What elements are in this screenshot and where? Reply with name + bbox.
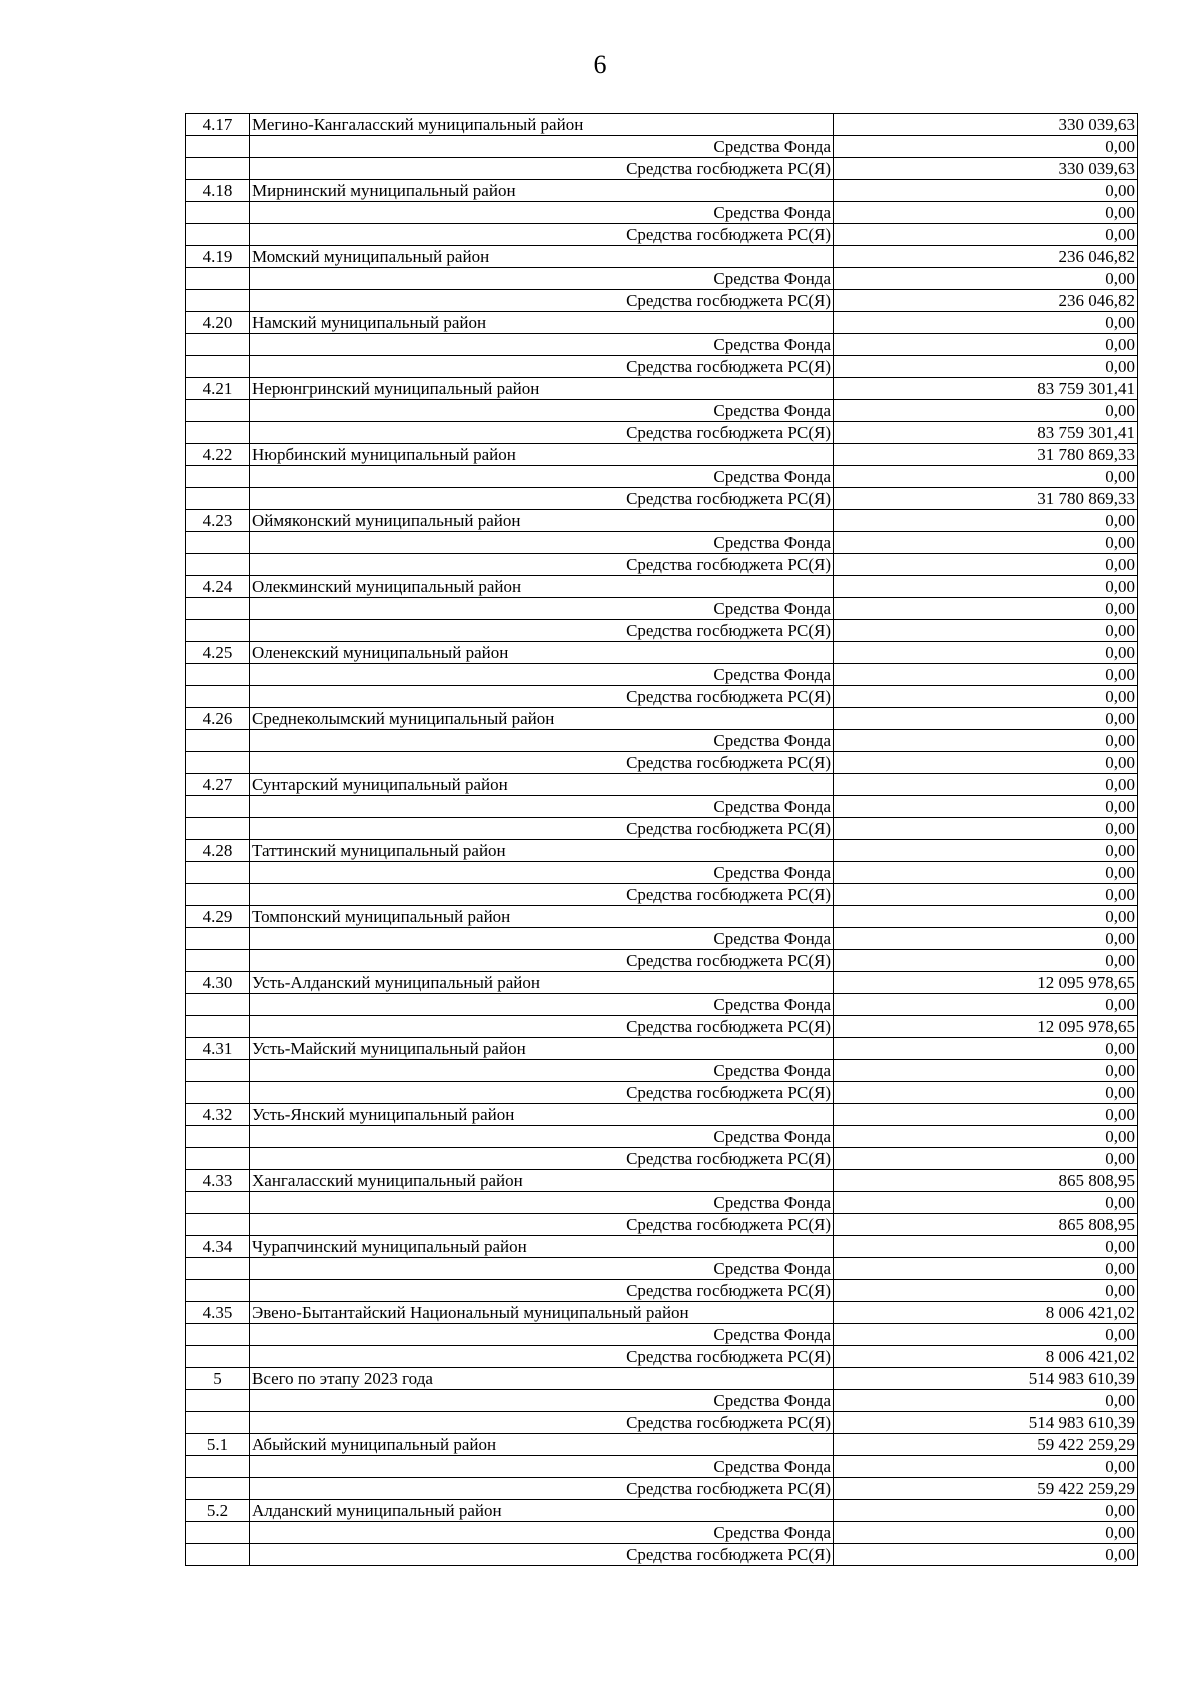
total-amount: 59 422 259,29 xyxy=(834,1434,1138,1456)
district-name: Усть-Янский муниципальный район xyxy=(250,1104,834,1126)
table-row xyxy=(186,510,1138,532)
budget-amount: 0,00 xyxy=(834,950,1138,972)
district-name: Мирнинский муниципальный район xyxy=(250,180,834,202)
row-number: 4.26 xyxy=(186,708,250,730)
table-row xyxy=(186,180,1138,202)
source-label-fund: Средства Фонда xyxy=(250,532,834,554)
fund-amount: 0,00 xyxy=(834,1192,1138,1214)
row-number-empty xyxy=(186,1522,250,1544)
table-subrow-fund xyxy=(186,664,1138,686)
budget-amount: 330 039,63 xyxy=(834,158,1138,180)
page-number: 6 xyxy=(593,50,607,79)
row-number-empty xyxy=(186,136,250,158)
source-label-fund: Средства Фонда xyxy=(250,400,834,422)
row-number-empty xyxy=(186,1456,250,1478)
total-amount: 83 759 301,41 xyxy=(834,378,1138,400)
table-subrow-budget xyxy=(186,290,1138,312)
row-number-empty xyxy=(186,686,250,708)
table-subrow-budget xyxy=(186,1544,1138,1566)
row-number: 5.1 xyxy=(186,1434,250,1456)
total-amount: 0,00 xyxy=(834,1236,1138,1258)
source-label-budget: Средства госбюджета РС(Я) xyxy=(250,1280,834,1302)
row-number: 4.32 xyxy=(186,1104,250,1126)
district-name: Алданский муниципальный район xyxy=(250,1500,834,1522)
table-subrow-budget xyxy=(186,488,1138,510)
row-number: 4.25 xyxy=(186,642,250,664)
total-amount: 12 095 978,65 xyxy=(834,972,1138,994)
row-number-empty xyxy=(186,1082,250,1104)
source-label-fund: Средства Фонда xyxy=(250,334,834,356)
table-subrow-fund xyxy=(186,796,1138,818)
table-subrow-fund xyxy=(186,994,1138,1016)
budget-amount: 59 422 259,29 xyxy=(834,1478,1138,1500)
source-label-budget: Средства госбюджета РС(Я) xyxy=(250,1544,834,1566)
row-number-empty xyxy=(186,1126,250,1148)
table-subrow-budget xyxy=(186,1082,1138,1104)
row-number-empty xyxy=(186,202,250,224)
table-row xyxy=(186,906,1138,928)
funding-table-body xyxy=(186,114,1138,1566)
source-label-budget: Средства госбюджета РС(Я) xyxy=(250,620,834,642)
source-label-budget: Средства госбюджета РС(Я) xyxy=(250,1214,834,1236)
table-subrow-budget xyxy=(186,1214,1138,1236)
table-subrow-budget xyxy=(186,686,1138,708)
source-label-fund: Средства Фонда xyxy=(250,1258,834,1280)
source-label-budget: Средства госбюджета РС(Я) xyxy=(250,1478,834,1500)
source-label-budget: Средства госбюджета РС(Я) xyxy=(250,950,834,972)
total-amount: 0,00 xyxy=(834,576,1138,598)
fund-amount: 0,00 xyxy=(834,1060,1138,1082)
row-number: 4.34 xyxy=(186,1236,250,1258)
district-name: Мегино-Кангаласский муниципальный район xyxy=(250,114,834,136)
source-label-fund: Средства Фонда xyxy=(250,862,834,884)
fund-amount: 0,00 xyxy=(834,466,1138,488)
row-number-empty xyxy=(186,1412,250,1434)
row-number: 4.33 xyxy=(186,1170,250,1192)
row-number-empty xyxy=(186,752,250,774)
row-number: 5 xyxy=(186,1368,250,1390)
total-amount: 31 780 869,33 xyxy=(834,444,1138,466)
row-number: 4.17 xyxy=(186,114,250,136)
district-name: Момский муниципальный район xyxy=(250,246,834,268)
row-number-empty xyxy=(186,884,250,906)
source-label-fund: Средства Фонда xyxy=(250,994,834,1016)
row-number-empty xyxy=(186,598,250,620)
table-row xyxy=(186,1500,1138,1522)
source-label-fund: Средства Фонда xyxy=(250,1126,834,1148)
table-subrow-budget xyxy=(186,818,1138,840)
row-number: 4.30 xyxy=(186,972,250,994)
source-label-budget: Средства госбюджета РС(Я) xyxy=(250,290,834,312)
table-subrow-budget xyxy=(186,422,1138,444)
budget-amount: 12 095 978,65 xyxy=(834,1016,1138,1038)
row-number-empty xyxy=(186,334,250,356)
budget-amount: 0,00 xyxy=(834,356,1138,378)
row-number: 4.28 xyxy=(186,840,250,862)
table-row xyxy=(186,840,1138,862)
table-subrow-fund xyxy=(186,1060,1138,1082)
district-name: Всего по этапу 2023 года xyxy=(250,1368,834,1390)
row-number-empty xyxy=(186,466,250,488)
source-label-fund: Средства Фонда xyxy=(250,466,834,488)
budget-amount: 31 780 869,33 xyxy=(834,488,1138,510)
fund-amount: 0,00 xyxy=(834,664,1138,686)
total-amount: 0,00 xyxy=(834,1104,1138,1126)
district-name: Чурапчинский муниципальный район xyxy=(250,1236,834,1258)
table-subrow-fund xyxy=(186,1522,1138,1544)
table-subrow-budget xyxy=(186,224,1138,246)
row-number-empty xyxy=(186,950,250,972)
budget-amount: 0,00 xyxy=(834,686,1138,708)
row-number: 4.29 xyxy=(186,906,250,928)
source-label-fund: Средства Фонда xyxy=(250,928,834,950)
table-subrow-budget xyxy=(186,158,1138,180)
district-name: Таттинский муниципальный район xyxy=(250,840,834,862)
table-subrow-fund xyxy=(186,928,1138,950)
row-number-empty xyxy=(186,1478,250,1500)
row-number-empty xyxy=(186,664,250,686)
budget-amount: 0,00 xyxy=(834,1082,1138,1104)
row-number-empty xyxy=(186,1346,250,1368)
fund-amount: 0,00 xyxy=(834,202,1138,224)
row-number-empty xyxy=(186,422,250,444)
total-amount: 330 039,63 xyxy=(834,114,1138,136)
table-subrow-budget xyxy=(186,950,1138,972)
row-number-empty xyxy=(186,1016,250,1038)
table-subrow-fund xyxy=(186,1126,1138,1148)
total-amount: 0,00 xyxy=(834,774,1138,796)
row-number-empty xyxy=(186,796,250,818)
row-number: 4.35 xyxy=(186,1302,250,1324)
district-name: Хангаласский муниципальный район xyxy=(250,1170,834,1192)
source-label-fund: Средства Фонда xyxy=(250,202,834,224)
table-row xyxy=(186,576,1138,598)
row-number-empty xyxy=(186,532,250,554)
row-number: 5.2 xyxy=(186,1500,250,1522)
row-number-empty xyxy=(186,818,250,840)
table-subrow-fund xyxy=(186,730,1138,752)
total-amount: 0,00 xyxy=(834,708,1138,730)
table-row xyxy=(186,708,1138,730)
table-row xyxy=(186,378,1138,400)
district-name: Намский муниципальный район xyxy=(250,312,834,334)
row-number-empty xyxy=(186,1390,250,1412)
row-number-empty xyxy=(186,1060,250,1082)
table-row xyxy=(186,444,1138,466)
source-label-budget: Средства госбюджета РС(Я) xyxy=(250,686,834,708)
budget-amount: 0,00 xyxy=(834,1544,1138,1566)
table-row xyxy=(186,972,1138,994)
source-label-budget: Средства госбюджета РС(Я) xyxy=(250,554,834,576)
fund-amount: 0,00 xyxy=(834,532,1138,554)
budget-amount: 8 006 421,02 xyxy=(834,1346,1138,1368)
fund-amount: 0,00 xyxy=(834,1324,1138,1346)
district-name: Томпонский муниципальный район xyxy=(250,906,834,928)
district-name: Усть-Майский муниципальный район xyxy=(250,1038,834,1060)
row-number-empty xyxy=(186,224,250,246)
row-number-empty xyxy=(186,1280,250,1302)
table-subrow-budget xyxy=(186,1478,1138,1500)
table-subrow-budget xyxy=(186,356,1138,378)
table-subrow-budget xyxy=(186,554,1138,576)
table-subrow-fund xyxy=(186,136,1138,158)
table-subrow-fund xyxy=(186,202,1138,224)
row-number-empty xyxy=(186,1258,250,1280)
source-label-budget: Средства госбюджета РС(Я) xyxy=(250,1346,834,1368)
source-label-fund: Средства Фонда xyxy=(250,268,834,290)
table-subrow-budget xyxy=(186,1148,1138,1170)
source-label-budget: Средства госбюджета РС(Я) xyxy=(250,224,834,246)
row-number-empty xyxy=(186,1544,250,1566)
row-number: 4.31 xyxy=(186,1038,250,1060)
row-number-empty xyxy=(186,488,250,510)
row-number: 4.27 xyxy=(186,774,250,796)
table-subrow-fund xyxy=(186,466,1138,488)
fund-amount: 0,00 xyxy=(834,928,1138,950)
fund-amount: 0,00 xyxy=(834,268,1138,290)
table-row xyxy=(186,1434,1138,1456)
district-name: Нюрбинский муниципальный район xyxy=(250,444,834,466)
source-label-fund: Средства Фонда xyxy=(250,796,834,818)
row-number-empty xyxy=(186,290,250,312)
source-label-fund: Средства Фонда xyxy=(250,136,834,158)
district-name: Усть-Алданский муниципальный район xyxy=(250,972,834,994)
table-subrow-budget xyxy=(186,752,1138,774)
row-number-empty xyxy=(186,158,250,180)
table-subrow-fund xyxy=(186,1258,1138,1280)
source-label-fund: Средства Фонда xyxy=(250,1060,834,1082)
table-subrow-fund xyxy=(186,400,1138,422)
row-number-empty xyxy=(186,994,250,1016)
table-subrow-budget xyxy=(186,620,1138,642)
district-name: Сунтарский муниципальный район xyxy=(250,774,834,796)
fund-amount: 0,00 xyxy=(834,1456,1138,1478)
table-subrow-budget xyxy=(186,1016,1138,1038)
source-label-fund: Средства Фонда xyxy=(250,664,834,686)
source-label-fund: Средства Фонда xyxy=(250,1192,834,1214)
row-number-empty xyxy=(186,268,250,290)
source-label-budget: Средства госбюджета РС(Я) xyxy=(250,422,834,444)
row-number-empty xyxy=(186,1148,250,1170)
table-subrow-budget xyxy=(186,884,1138,906)
district-name: Оймяконский муниципальный район xyxy=(250,510,834,532)
source-label-budget: Средства госбюджета РС(Я) xyxy=(250,818,834,840)
table-subrow-fund xyxy=(186,598,1138,620)
source-label-budget: Средства госбюджета РС(Я) xyxy=(250,884,834,906)
table-row xyxy=(186,312,1138,334)
district-name: Нерюнгринский муниципальный район xyxy=(250,378,834,400)
total-amount: 0,00 xyxy=(834,906,1138,928)
table-subrow-fund xyxy=(186,268,1138,290)
source-label-budget: Средства госбюджета РС(Я) xyxy=(250,488,834,510)
table-row xyxy=(186,1368,1138,1390)
source-label-fund: Средства Фонда xyxy=(250,1522,834,1544)
fund-amount: 0,00 xyxy=(834,730,1138,752)
source-label-fund: Средства Фонда xyxy=(250,598,834,620)
fund-amount: 0,00 xyxy=(834,862,1138,884)
table-subrow-fund xyxy=(186,862,1138,884)
row-number: 4.23 xyxy=(186,510,250,532)
source-label-budget: Средства госбюджета РС(Я) xyxy=(250,1016,834,1038)
row-number-empty xyxy=(186,730,250,752)
table-row xyxy=(186,1302,1138,1324)
source-label-budget: Средства госбюджета РС(Я) xyxy=(250,356,834,378)
fund-amount: 0,00 xyxy=(834,598,1138,620)
row-number: 4.22 xyxy=(186,444,250,466)
budget-amount: 865 808,95 xyxy=(834,1214,1138,1236)
total-amount: 0,00 xyxy=(834,312,1138,334)
row-number: 4.18 xyxy=(186,180,250,202)
budget-amount: 0,00 xyxy=(834,818,1138,840)
source-label-fund: Средства Фонда xyxy=(250,1324,834,1346)
table-subrow-fund xyxy=(186,1456,1138,1478)
table-row xyxy=(186,774,1138,796)
table-row xyxy=(186,1038,1138,1060)
budget-amount: 0,00 xyxy=(834,224,1138,246)
total-amount: 865 808,95 xyxy=(834,1170,1138,1192)
total-amount: 0,00 xyxy=(834,1038,1138,1060)
row-number: 4.19 xyxy=(186,246,250,268)
table-row xyxy=(186,1170,1138,1192)
row-number: 4.20 xyxy=(186,312,250,334)
fund-amount: 0,00 xyxy=(834,796,1138,818)
budget-amount: 0,00 xyxy=(834,1148,1138,1170)
fund-amount: 0,00 xyxy=(834,1390,1138,1412)
fund-amount: 0,00 xyxy=(834,1522,1138,1544)
fund-amount: 0,00 xyxy=(834,994,1138,1016)
source-label-budget: Средства госбюджета РС(Я) xyxy=(250,158,834,180)
fund-amount: 0,00 xyxy=(834,136,1138,158)
row-number-empty xyxy=(186,356,250,378)
total-amount: 0,00 xyxy=(834,510,1138,532)
fund-amount: 0,00 xyxy=(834,334,1138,356)
table-subrow-fund xyxy=(186,1324,1138,1346)
total-amount: 8 006 421,02 xyxy=(834,1302,1138,1324)
total-amount: 514 983 610,39 xyxy=(834,1368,1138,1390)
source-label-budget: Средства госбюджета РС(Я) xyxy=(250,1082,834,1104)
source-label-fund: Средства Фонда xyxy=(250,1456,834,1478)
source-label-fund: Средства Фонда xyxy=(250,730,834,752)
row-number: 4.21 xyxy=(186,378,250,400)
source-label-budget: Средства госбюджета РС(Я) xyxy=(250,1148,834,1170)
total-amount: 0,00 xyxy=(834,642,1138,664)
budget-amount: 0,00 xyxy=(834,1280,1138,1302)
table-subrow-fund xyxy=(186,1390,1138,1412)
district-name: Абыйский муниципальный район xyxy=(250,1434,834,1456)
row-number-empty xyxy=(186,1214,250,1236)
row-number-empty xyxy=(186,1324,250,1346)
district-name: Олекминский муниципальный район xyxy=(250,576,834,598)
district-name: Эвено-Бытантайский Национальный муниципальный район xyxy=(250,1302,834,1324)
budget-amount: 0,00 xyxy=(834,752,1138,774)
budget-amount: 0,00 xyxy=(834,884,1138,906)
fund-amount: 0,00 xyxy=(834,1258,1138,1280)
row-number-empty xyxy=(186,400,250,422)
table-row xyxy=(186,1104,1138,1126)
table-row xyxy=(186,246,1138,268)
table-subrow-budget xyxy=(186,1280,1138,1302)
budget-amount: 83 759 301,41 xyxy=(834,422,1138,444)
budget-amount: 514 983 610,39 xyxy=(834,1412,1138,1434)
table-subrow-fund xyxy=(186,532,1138,554)
budget-amount: 236 046,82 xyxy=(834,290,1138,312)
budget-amount: 0,00 xyxy=(834,620,1138,642)
table-subrow-budget xyxy=(186,1346,1138,1368)
row-number-empty xyxy=(186,862,250,884)
row-number-empty xyxy=(186,620,250,642)
district-name: Среднеколымский муниципальный район xyxy=(250,708,834,730)
table-row xyxy=(186,642,1138,664)
table-row xyxy=(186,1236,1138,1258)
district-name: Оленекский муниципальный район xyxy=(250,642,834,664)
source-label-fund: Средства Фонда xyxy=(250,1390,834,1412)
source-label-budget: Средства госбюджета РС(Я) xyxy=(250,752,834,774)
total-amount: 0,00 xyxy=(834,180,1138,202)
table-subrow-fund xyxy=(186,1192,1138,1214)
row-number-empty xyxy=(186,554,250,576)
table-subrow-budget xyxy=(186,1412,1138,1434)
funding-table xyxy=(185,113,1138,1566)
source-label-budget: Средства госбюджета РС(Я) xyxy=(250,1412,834,1434)
table-subrow-fund xyxy=(186,334,1138,356)
fund-amount: 0,00 xyxy=(834,1126,1138,1148)
row-number-empty xyxy=(186,1192,250,1214)
row-number-empty xyxy=(186,928,250,950)
total-amount: 236 046,82 xyxy=(834,246,1138,268)
row-number: 4.24 xyxy=(186,576,250,598)
table-row xyxy=(186,114,1138,136)
budget-amount: 0,00 xyxy=(834,554,1138,576)
total-amount: 0,00 xyxy=(834,840,1138,862)
total-amount: 0,00 xyxy=(834,1500,1138,1522)
fund-amount: 0,00 xyxy=(834,400,1138,422)
